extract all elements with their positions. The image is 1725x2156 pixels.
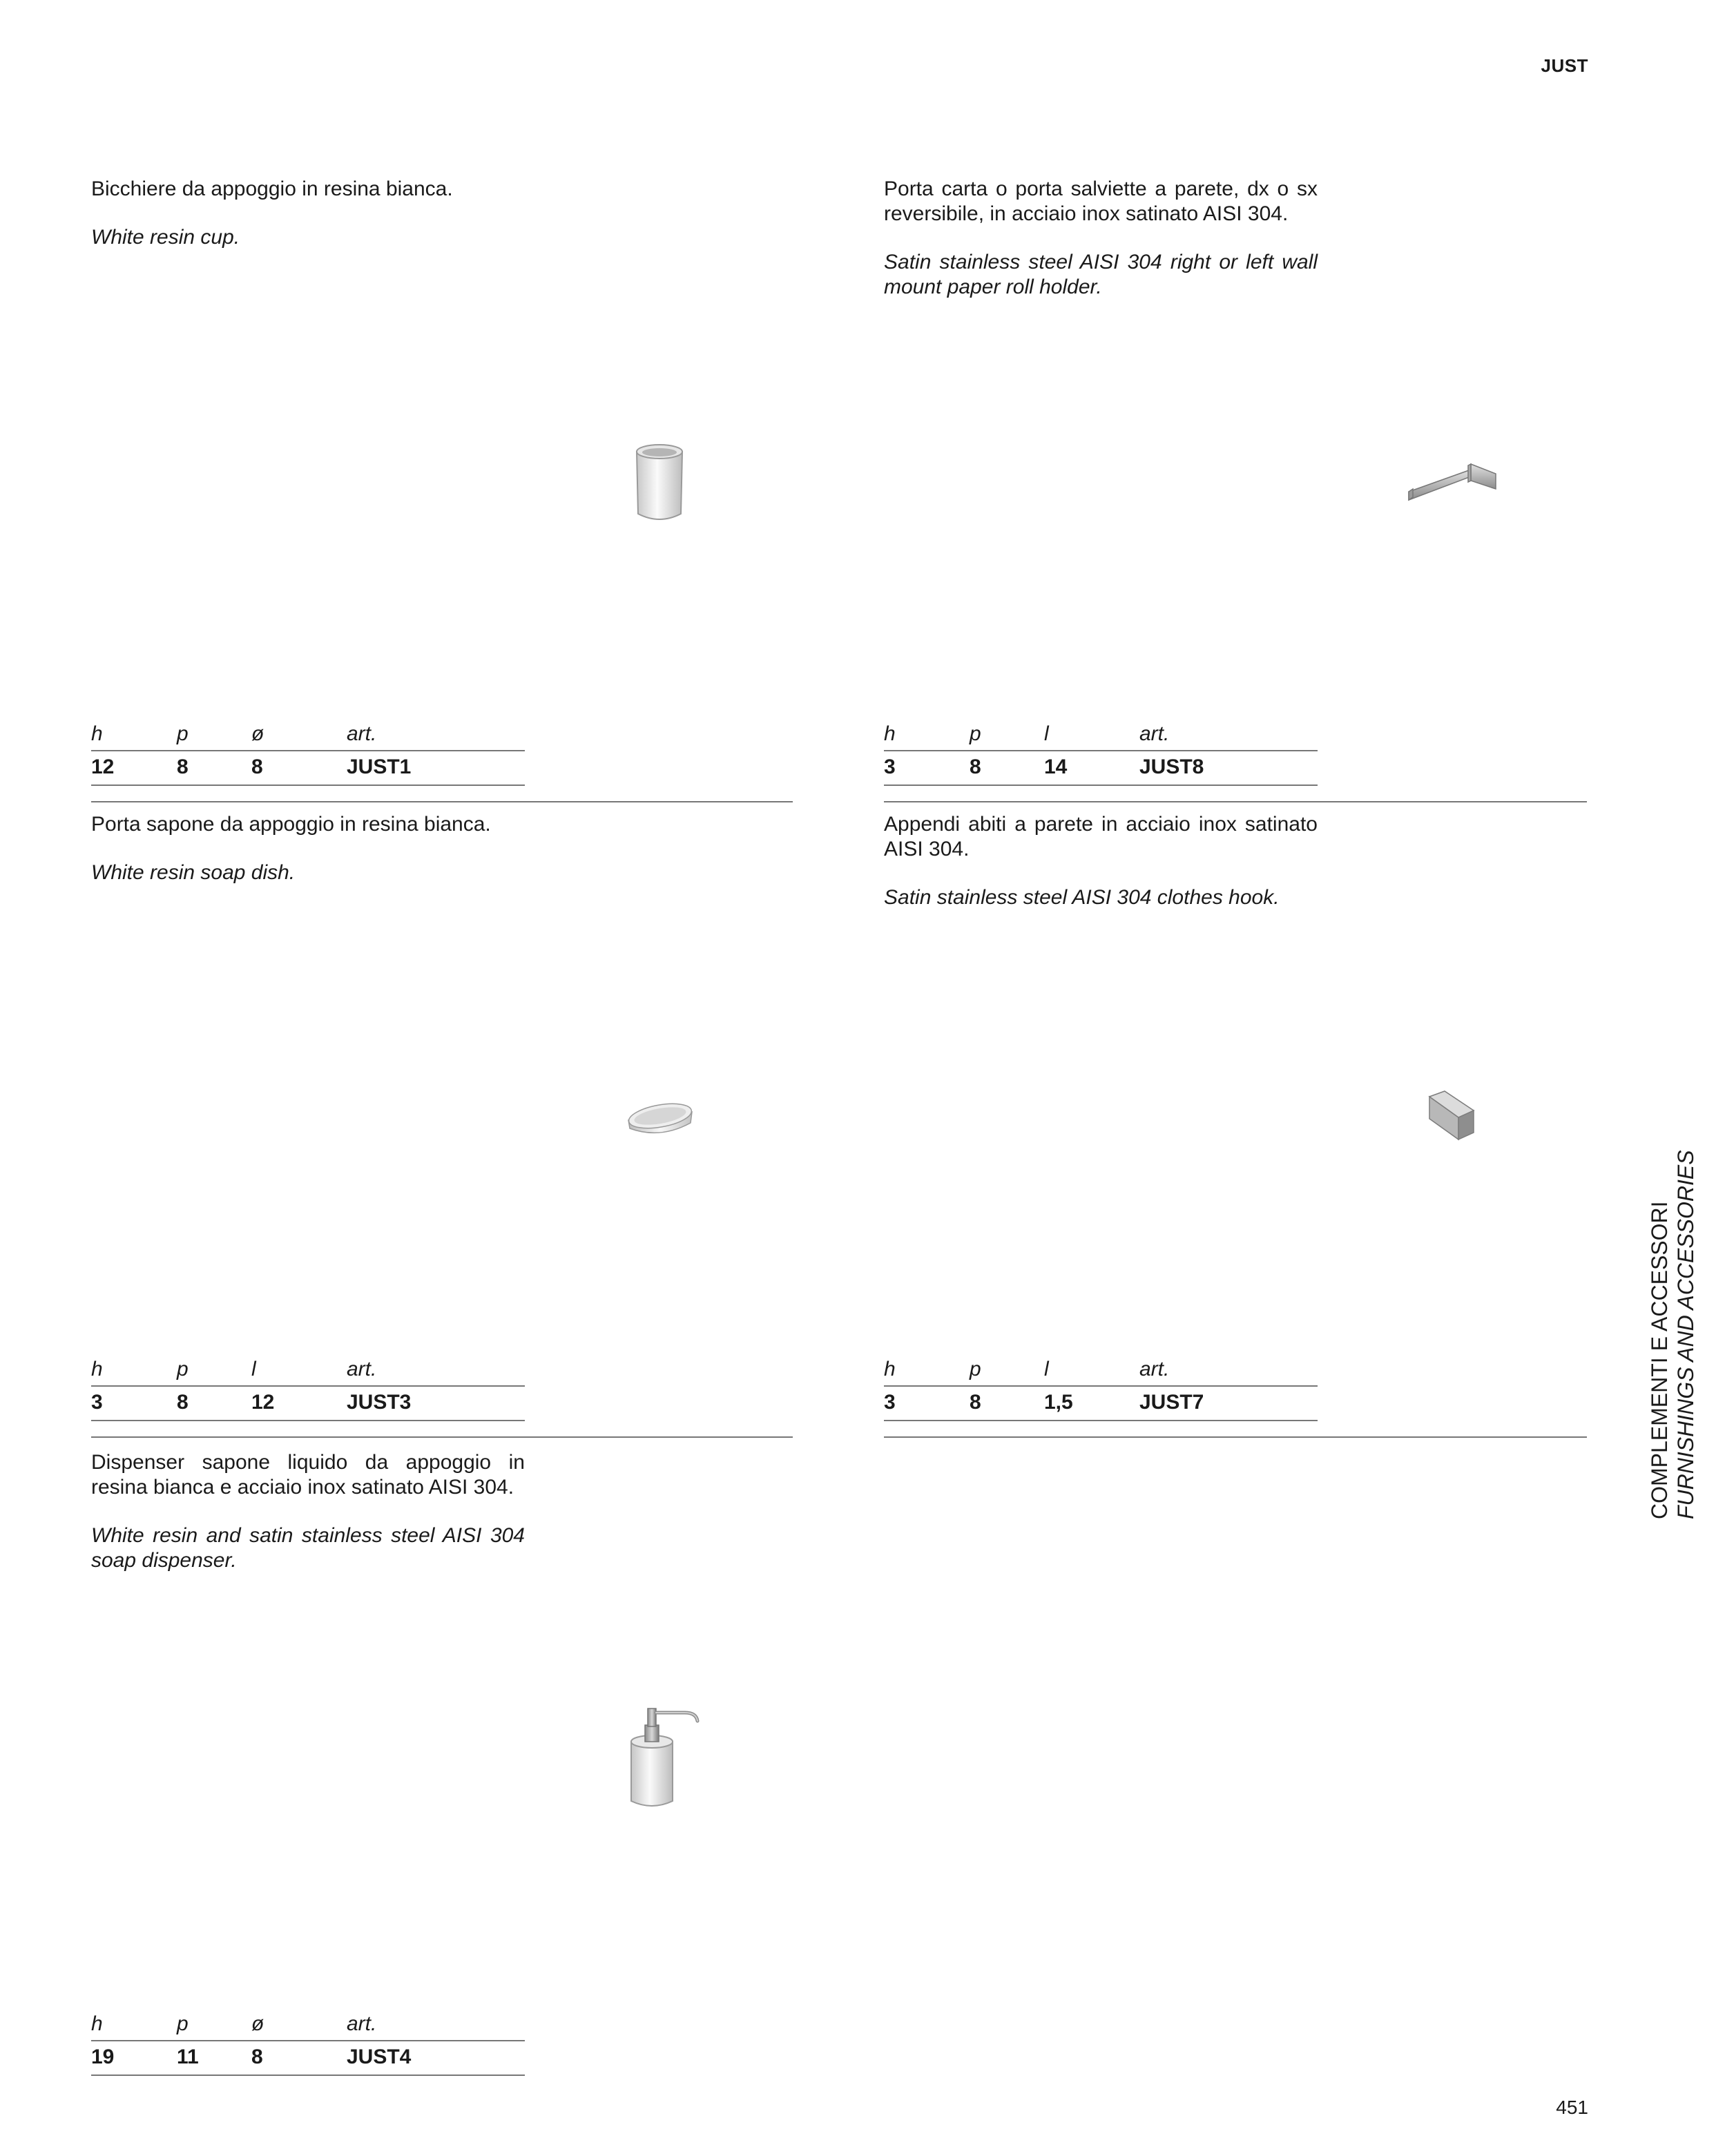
description-italian: Dispenser sapone liquido da appoggio in resina bianca e acciaio inox satinato AISI 304. [91, 1451, 525, 1499]
spec-header-h: h [91, 722, 103, 745]
spec-header-art: art. [347, 1358, 377, 1380]
section-divider [91, 801, 793, 802]
spec-header-h: h [91, 2012, 103, 2035]
description-italian: Porta sapone da appoggio in resina bianca. [91, 813, 491, 836]
paper-roll-holder-icon [1402, 456, 1505, 518]
spec-header-p: p [177, 722, 189, 745]
spec-header-row [884, 717, 1318, 751]
spec-value-l: 1,5 [1044, 1391, 1073, 1414]
spec-value-l: 14 [1044, 755, 1068, 778]
spec-header-diameter: ø [251, 722, 264, 745]
product-description-just1 [91, 177, 525, 250]
spec-header-p: p [177, 1358, 189, 1380]
spec-header-art: art. [347, 2012, 377, 2035]
sidebar-label-english: FURNISHINGS AND ACCESSORIES [1673, 1150, 1698, 1519]
spec-header-art: art. [1139, 722, 1170, 745]
spec-value-row [91, 2041, 525, 2076]
page-number: 451 [1556, 2097, 1588, 2118]
spec-header-row [91, 1352, 525, 1387]
spec-header-h: h [884, 1358, 896, 1380]
section-divider [91, 1436, 793, 1438]
spec-value-h: 3 [884, 1391, 896, 1414]
spec-header-l: l [1044, 1358, 1049, 1380]
spec-header-row [91, 2007, 525, 2041]
description-english: Satin stainless steel AISI 304 right or left wall mount paper roll holder. [884, 251, 1318, 298]
spec-value-h: 3 [91, 1391, 103, 1414]
spec-table-just3 [91, 1352, 525, 1421]
product-description-just7 [884, 812, 1318, 910]
brand-title: JUST [1541, 55, 1588, 76]
spec-header-row [884, 1352, 1318, 1387]
spec-header-row [91, 717, 525, 751]
description-italian: Porta carta o porta salviette a parete, dx o sx reversibile, in acciaio inox satinato AISI 304. [884, 177, 1318, 225]
description-english: White resin cup. [91, 226, 240, 249]
sidebar-label-italian: COMPLEMENTI E ACCESSORI [1647, 1201, 1672, 1519]
spec-value-p: 8 [177, 1391, 189, 1414]
spec-value-p: 8 [177, 755, 189, 778]
spec-header-art: art. [347, 722, 377, 745]
spec-value-p: 11 [177, 2046, 199, 2068]
spec-header-diameter: ø [251, 2012, 264, 2035]
description-english: White resin and satin stainless steel AISI 304 soap dispenser. [91, 1524, 525, 1572]
spec-header-l: l [1044, 722, 1049, 745]
spec-header-l: l [251, 1358, 256, 1380]
section-divider [884, 1436, 1587, 1438]
soap-dish-icon [624, 1097, 696, 1139]
spec-header-h: h [884, 722, 896, 745]
spec-value-diameter: 8 [251, 755, 263, 778]
description-english: Satin stainless steel AISI 304 clothes hook. [884, 886, 1280, 909]
spec-header-art: art. [1139, 1358, 1170, 1380]
spec-header-h: h [91, 1358, 103, 1380]
spec-value-art: JUST1 [347, 755, 412, 778]
spec-header-p: p [970, 1358, 981, 1380]
product-description-just4 [91, 1450, 525, 1573]
spec-value-row [91, 751, 525, 786]
spec-header-p: p [970, 722, 981, 745]
spec-value-p: 8 [970, 1391, 981, 1414]
description-italian: Appendi abiti a parete in acciaio inox satinato AISI 304. [884, 813, 1318, 860]
spec-value-h: 12 [91, 755, 115, 778]
product-description-just3 [91, 812, 525, 885]
spec-value-art: JUST4 [347, 2046, 412, 2068]
spec-value-h: 3 [884, 755, 896, 778]
spec-value-l: 12 [251, 1391, 275, 1414]
clothes-hook-icon [1425, 1091, 1482, 1146]
spec-value-p: 8 [970, 755, 981, 778]
spec-header-p: p [177, 2012, 189, 2035]
product-description-just8 [884, 177, 1318, 300]
spec-value-row [91, 1387, 525, 1421]
spec-value-h: 19 [91, 2046, 115, 2068]
section-sidebar-label [1646, 1150, 1708, 1519]
spec-value-art: JUST3 [347, 1391, 412, 1414]
spec-value-row [884, 751, 1318, 786]
spec-table-just4 [91, 2007, 525, 2076]
description-italian: Bicchiere da appoggio in resina bianca. [91, 177, 453, 200]
soap-dispenser-icon [621, 1699, 704, 1809]
spec-table-just1 [91, 717, 525, 786]
spec-value-diameter: 8 [251, 2046, 263, 2068]
spec-value-row [884, 1387, 1318, 1421]
spec-value-art: JUST8 [1139, 755, 1204, 778]
spec-table-just8 [884, 717, 1318, 786]
spec-value-art: JUST7 [1139, 1391, 1204, 1414]
description-english: White resin soap dish. [91, 861, 296, 884]
cup-icon [628, 442, 691, 525]
section-divider [884, 801, 1587, 802]
spec-table-just7 [884, 1352, 1318, 1421]
